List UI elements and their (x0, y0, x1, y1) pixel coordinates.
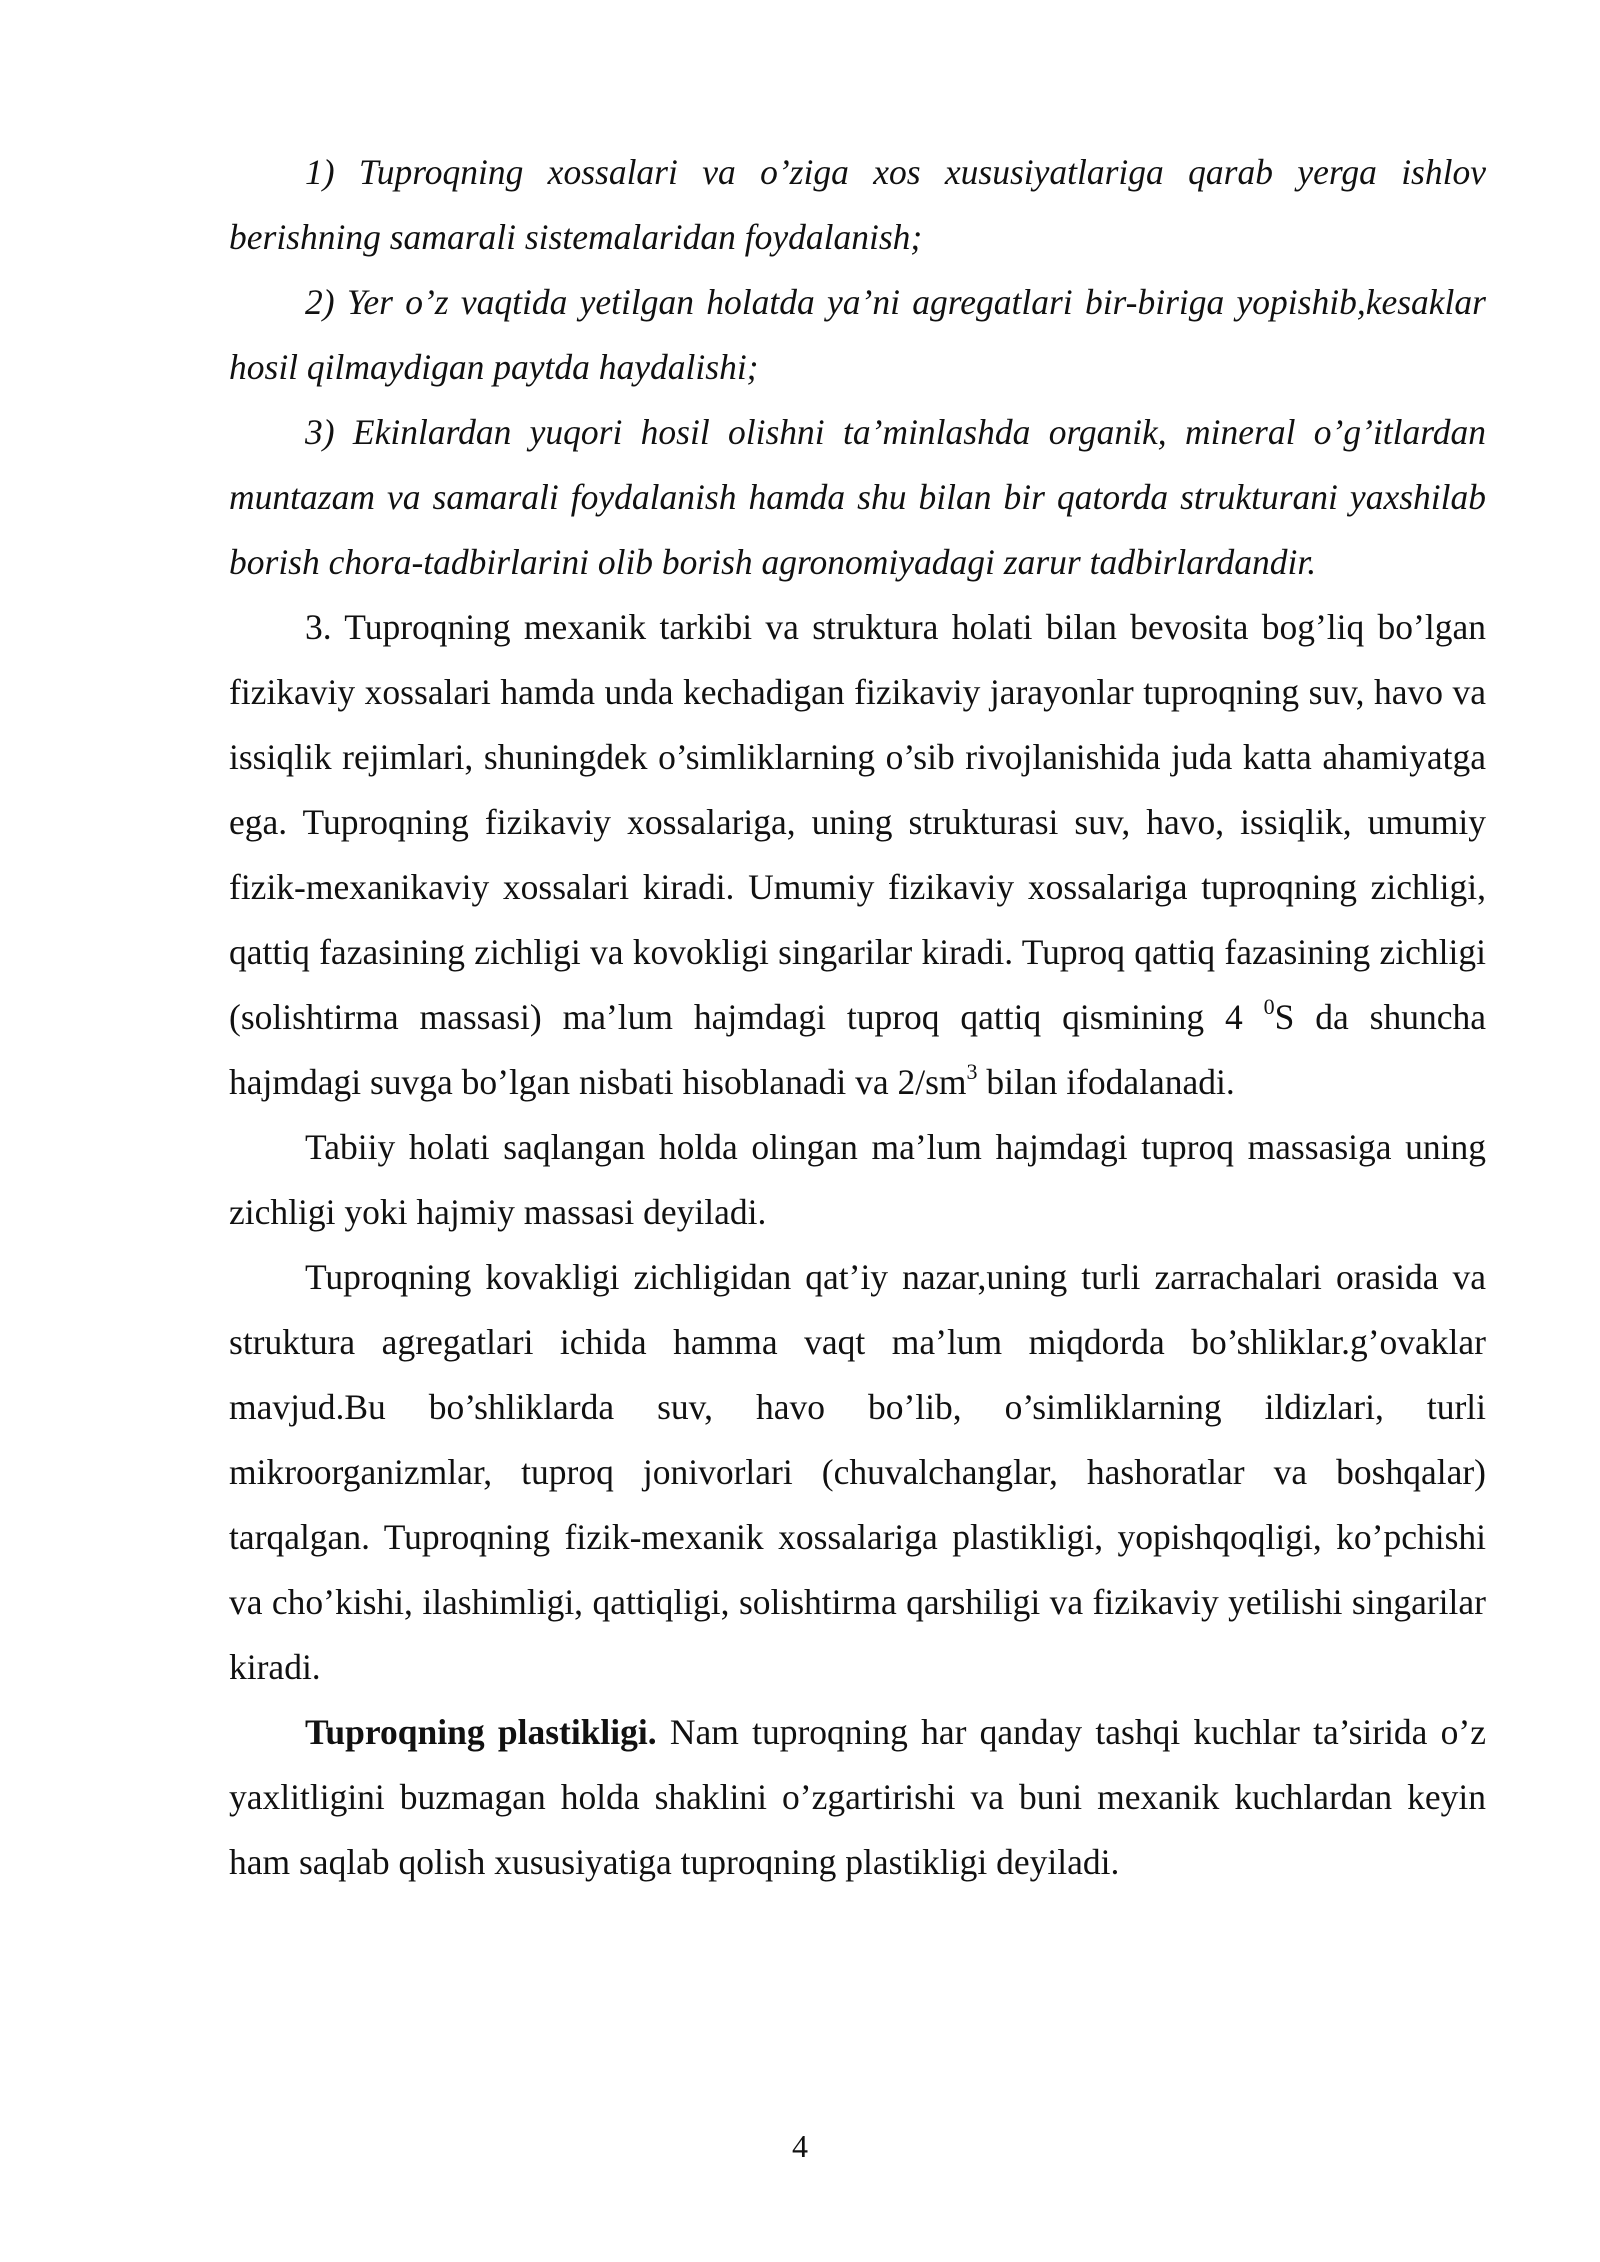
paragraph-porosity: Tuproqning kovakligi zichligidan qat’iy nazar,uning turli zarrachalari orasida va struktura agregatlari ichida hamma vaqt ma’lum miqdorda bo’shliklar.g’ovaklar mavjud.Bu bo’shliklarda suv, havo bo’lib, o’simliklarning ildizlari, turli mikroorganizmlar, tuproq jonivorlari (chuvalchanglar, hashoratlar va boshqalar) tarqalgan. Tuproqning fizik-mexanik xossalariga plastikligi, yopishqoqligi, ko’pchishi va cho’kishi, ilashimligi, qattiqligi, solishtirma qarshiligi va fizikaviy yetilishi singarilar kiradi. (229, 1257, 1486, 1687)
paragraph-list-item-3: 3) Ekinlardan yuqori hosil olishni ta’minlashda organik, mineral o’g’itlardan muntazam va samarali foydalanish hamda shu bilan bir qatorda strukturani yaxshilab borish chora-tadbirlarini olib borish agronomiyadagi zarur tadbirlardandir. (229, 412, 1486, 582)
paragraph-plasticity (229, 1700, 1486, 1895)
paragraph-text: bilan ifodalanadi. (977, 1062, 1235, 1102)
paragraph-text: Nam tuproqning har qanday tashqi kuchlar ta’sirida o’z yaxlitligini buzmagan holda shaklini o’zgartirishi va buni mexanik kuchlardan keyin ham saqlab qolish xususiyatiga tuproqning plastikligi deyiladi. (229, 1712, 1486, 1882)
plasticity-heading: Tuproqning plastikligi. (305, 1712, 657, 1752)
paragraph-list-item-1: 1) Tuproqning xossalari va o’ziga xos xususiyatlariga qarab yerga ishlov berishning samarali sistemalaridan foydalanish; (229, 152, 1486, 257)
cubic-superscript: 3 (966, 1059, 978, 1085)
paragraph-text: S da shuncha hajmdagi suvga bo’lgan nisbati hisoblanadi va 2/sm (229, 997, 1486, 1102)
paragraph-physical-properties (229, 595, 1486, 1115)
paragraph-list-item-2: 2) Yer o’z vaqtida yetilgan holatda ya’ni agregatlari bir-biriga yopishib,kesaklar hosil qilmaydigan paytda haydalishi; (229, 282, 1486, 387)
page-body (229, 140, 1486, 1895)
paragraph-density: Tabiiy holati saqlangan holda olingan ma’lum hajmdagi tuproq massasiga uning zichligi yoki hajmiy massasi deyiladi. (229, 1127, 1486, 1232)
paragraph-text: 3. Tuproqning mexanik tarkibi va struktura holati bilan bevosita bog’liq bo’lgan fizikaviy xossalari hamda unda kechadigan fizikaviy jarayonlar tuproqning suv, havo va issiqlik rejimlari, shuningdek o’simliklarning o’sib rivojlanishida juda katta ahamiyatga ega. Tuproqning fizikaviy xossalariga, uning strukturasi suv, havo, issiqlik, umumiy fizik-mexanikaviy xossalari kiradi. Umumiy fizikaviy xossalariga tuproqning zichligi, qattiq fazasining zichligi va kovokligi singarilar kiradi. Tuproq qattiq fazasining zichligi (solishtirma massasi) ma’lum hajmdagi tuproq qattiq qismining 4 (229, 607, 1486, 1037)
degree-superscript: 0 (1263, 994, 1275, 1020)
page-number: 4 (792, 2128, 808, 2164)
